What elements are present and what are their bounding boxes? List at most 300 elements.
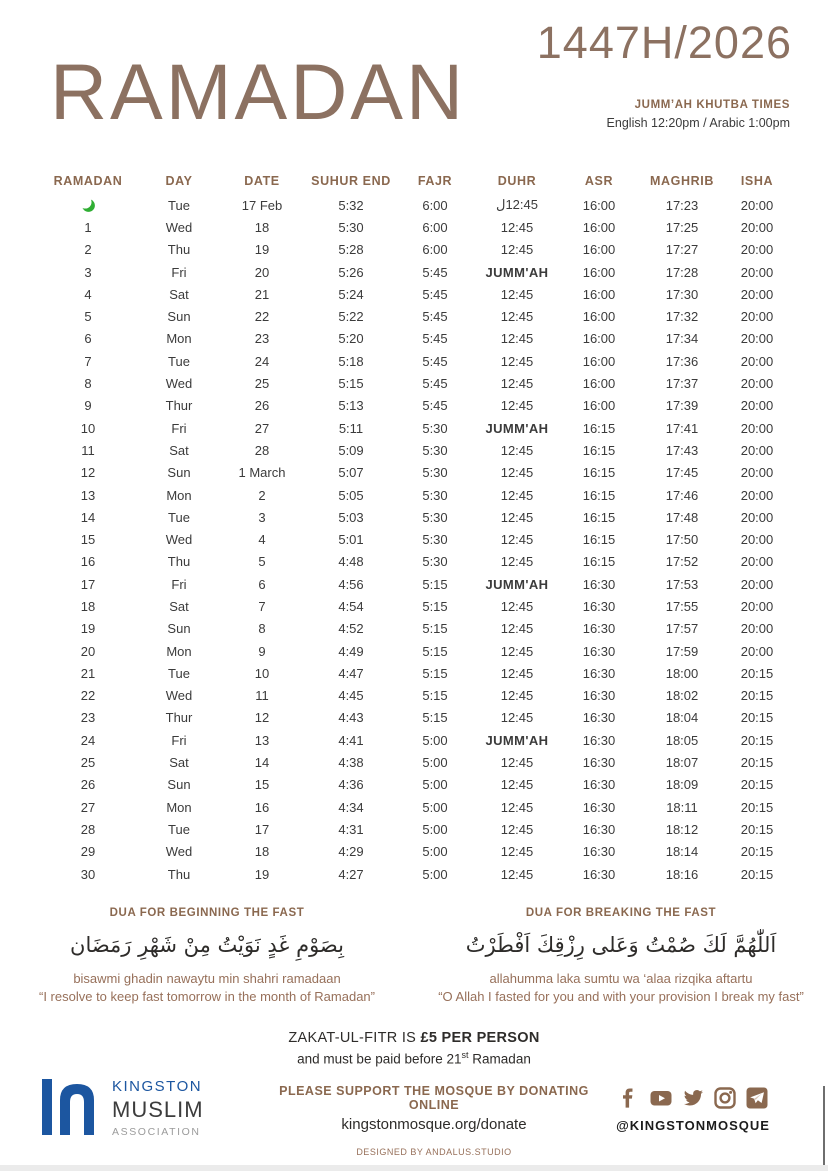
cell-asr: 16:00 — [582, 286, 616, 302]
cell-day: Fri — [171, 732, 187, 748]
cell-date: 5 — [258, 554, 266, 570]
logo-wordmark — [112, 1076, 204, 1138]
cell-day: Thu — [167, 866, 191, 882]
cell-duhr: 12:45 — [500, 777, 534, 793]
cell-maghrib: 18:04 — [665, 710, 699, 726]
cell-maghrib: 18:07 — [665, 755, 699, 771]
dua-beginning-arabic: بِصَوْمِ غَدٍ نَوَيْتُ مِنْ شَهْرِ رَمَضَان — [70, 933, 344, 958]
column-header-maghrib: MAGHRIB — [650, 174, 714, 188]
cell-day: Wed — [165, 532, 193, 548]
cell-day: Mon — [166, 643, 192, 659]
table-row — [36, 729, 788, 751]
cell-duhr: 12:45 — [500, 710, 534, 726]
cell-duhr: 12:45 — [500, 376, 534, 392]
cell-duhr: 12:45 — [500, 598, 534, 614]
cell-maghrib: 17:53 — [665, 576, 699, 592]
page-footer — [0, 1076, 828, 1157]
cell-duhr: 12:45 — [500, 442, 534, 458]
cell-duhr: 12:45 — [500, 219, 534, 235]
table-row — [36, 283, 788, 305]
table-row — [36, 350, 788, 372]
cell-isha: 20:15 — [740, 844, 774, 860]
cell-duhr: JUMM'AH — [485, 576, 549, 592]
cell-asr: 16:30 — [582, 643, 616, 659]
cell-date: 28 — [254, 442, 270, 458]
cell-date: 12 — [254, 710, 270, 726]
cell-fajr: 5:00 — [422, 844, 448, 860]
cell-asr: 16:15 — [582, 420, 616, 436]
cell-date: 18 — [254, 219, 270, 235]
cell-asr: 16:15 — [582, 509, 616, 525]
table-row — [36, 194, 788, 216]
cell-date: 24 — [254, 353, 270, 369]
cell-suhur-end: 5:09 — [338, 442, 364, 458]
cell-duhr: 12:45 — [500, 621, 534, 637]
dua-breaking-arabic: اَللّٰهُمَّ لَكَ صُمْتُ وَعَلى رِزْقِكَ اَفْطَرْتُ — [465, 933, 777, 958]
cell-fajr: 5:15 — [422, 576, 448, 592]
cell-date: 17 Feb — [241, 197, 283, 213]
cell-ramadan: 20 — [80, 643, 96, 659]
cell-ramadan: 23 — [80, 710, 96, 726]
table-row — [36, 528, 788, 550]
column-header-asr: ASR — [584, 174, 614, 188]
cell-fajr: 5:15 — [422, 643, 448, 659]
cell-date: 18 — [254, 844, 270, 860]
cell-asr: 16:00 — [582, 331, 616, 347]
cell-date: 19 — [254, 242, 270, 258]
cell-duhr: 12:45 — [500, 643, 534, 659]
cell-fajr: 5:15 — [422, 665, 448, 681]
cell-fajr: 5:30 — [422, 487, 448, 503]
cell-maghrib: 17:36 — [665, 353, 699, 369]
cell-suhur-end: 4:45 — [338, 688, 364, 704]
cell-suhur-end: 4:54 — [338, 598, 364, 614]
cell-date: 4 — [258, 532, 266, 548]
cell-asr: 16:30 — [582, 755, 616, 771]
page-header — [0, 0, 828, 168]
cell-duhr: 12:45 — [500, 554, 534, 570]
dua-beginning-translation: “I resolve to keep fast tomorrow in the month of Ramadan” — [39, 988, 375, 1004]
cell-suhur-end: 5:18 — [338, 353, 364, 369]
cell-date: 3 — [258, 509, 266, 525]
cell-fajr: 5:15 — [422, 710, 448, 726]
cell-isha: 20:00 — [740, 264, 774, 280]
cell-maghrib: 17:25 — [665, 219, 699, 235]
cell-fajr: 6:00 — [422, 219, 448, 235]
cell-date: 16 — [254, 799, 270, 815]
cell-date: 8 — [258, 621, 266, 637]
cell-ramadan: 1 — [84, 219, 92, 235]
page-title: RAMADAN — [50, 47, 467, 136]
cell-duhr: JUMM'AH — [485, 420, 549, 436]
logo-kingston-text: KINGSTON — [112, 1078, 203, 1095]
cell-fajr: 5:30 — [422, 554, 448, 570]
cell-duhr: 12:45 — [500, 665, 534, 681]
cell-ramadan: 11 — [81, 442, 95, 458]
cell-ramadan: 25 — [80, 755, 96, 771]
cell-suhur-end: 5:26 — [338, 264, 364, 280]
cell-isha: 20:15 — [740, 866, 774, 882]
cell-suhur-end: 4:56 — [338, 576, 364, 592]
table-row — [36, 841, 788, 863]
column-header-suhur-end: SUHUR END — [311, 174, 391, 188]
cell-fajr: 5:30 — [422, 465, 448, 481]
cell-date: 25 — [254, 376, 270, 392]
cell-ramadan: 15 — [80, 532, 96, 548]
cell-asr: 16:30 — [582, 732, 616, 748]
cell-maghrib: 18:11 — [666, 799, 698, 815]
cell-isha: 20:00 — [740, 509, 774, 525]
cell-maghrib: 17:45 — [665, 465, 699, 481]
cell-date: 22 — [254, 309, 270, 325]
jummah-khutba-times: English 12:20pm / Arabic 1:00pm — [606, 116, 790, 130]
cell-day: Thu — [167, 242, 191, 258]
cell-ramadan: 22 — [80, 688, 96, 704]
cell-suhur-end: 4:27 — [338, 866, 364, 882]
table-row — [36, 506, 788, 528]
cell-asr: 16:00 — [582, 264, 616, 280]
cell-isha: 20:00 — [740, 465, 774, 481]
cell-duhr: 12:45 — [500, 755, 534, 771]
cell-maghrib: 17:34 — [665, 331, 699, 347]
crescent-moon-icon — [80, 197, 96, 213]
cell-maghrib: 18:02 — [665, 688, 699, 704]
cell-asr: 16:30 — [582, 844, 616, 860]
cell-day: Tue — [168, 509, 190, 525]
cell-day: Tue — [168, 665, 190, 681]
table-row — [36, 551, 788, 573]
cell-ramadan: 10 — [80, 420, 96, 436]
cell-fajr: 5:00 — [422, 732, 448, 748]
cell-fajr: 5:45 — [422, 376, 448, 392]
cell-duhr: 12:45 — [500, 509, 534, 525]
cell-suhur-end: 4:43 — [338, 710, 364, 726]
cell-isha: 20:00 — [740, 532, 774, 548]
cell-suhur-end: 5:03 — [338, 509, 364, 525]
cell-ramadan: 12 — [80, 465, 96, 481]
dua-breaking-title: DUA FOR BREAKING THE FAST — [525, 907, 717, 920]
cell-ramadan: 27 — [80, 799, 96, 815]
cell-date: 13 — [254, 732, 270, 748]
cell-fajr: 5:00 — [422, 821, 448, 837]
instagram-icon[interactable] — [713, 1086, 737, 1110]
kingston-muslim-association-logo — [40, 1076, 270, 1138]
cell-fajr: 5:15 — [422, 598, 448, 614]
cell-day: Wed — [165, 376, 193, 392]
cell-day: Wed — [165, 844, 193, 860]
cell-date: 10 — [254, 665, 270, 681]
cell-duhr: JUMM'AH — [485, 264, 549, 280]
table-row — [36, 305, 788, 327]
zakat-deadline-line: and must be paid before 21st Ramadan — [297, 1049, 531, 1067]
cell-day: Thur — [165, 398, 193, 414]
cell-isha: 20:00 — [740, 420, 774, 436]
hijri-year: 1447H/2026 — [536, 17, 792, 68]
cell-duhr: 12:45 — [500, 799, 534, 815]
cell-duhr: 12:45 — [500, 844, 534, 860]
cell-maghrib: 17:27 — [665, 242, 699, 258]
cell-fajr: 5:30 — [422, 420, 448, 436]
cell-isha: 20:15 — [740, 821, 774, 837]
cell-duhr: 12:45 — [500, 331, 534, 347]
cell-date: 23 — [254, 331, 270, 347]
cell-isha: 20:00 — [740, 376, 774, 392]
cell-asr: 16:30 — [582, 821, 616, 837]
cell-ramadan: 5 — [84, 309, 92, 325]
cell-asr: 16:30 — [582, 598, 616, 614]
table-row — [36, 751, 788, 773]
cell-day: Thur — [165, 710, 193, 726]
scan-edge-right — [823, 1086, 825, 1171]
table-row — [36, 573, 788, 595]
column-header-isha: ISHA — [740, 174, 774, 188]
cell-date: 17 — [254, 821, 270, 837]
cell-day: Sun — [167, 621, 191, 637]
cell-duhr: 12:45 — [500, 309, 534, 325]
column-header-ramadan: RAMADAN — [53, 174, 123, 188]
cell-isha: 20:00 — [740, 643, 774, 659]
table-row — [36, 372, 788, 394]
cell-ramadan — [36, 194, 140, 216]
cell-day: Wed — [165, 688, 193, 704]
cell-day: Tue — [168, 821, 190, 837]
cell-maghrib: 17:32 — [665, 309, 699, 325]
cell-asr: 16:00 — [582, 353, 616, 369]
cell-date: 21 — [254, 286, 270, 302]
jummah-khutba-label: JUMM’AH KHUTBA TIMES — [634, 99, 790, 111]
cell-asr: 16:00 — [582, 197, 616, 213]
cell-suhur-end: 5:07 — [338, 465, 364, 481]
cell-asr: 16:30 — [582, 866, 616, 882]
cell-asr: 16:15 — [582, 554, 616, 570]
cell-isha: 20:00 — [740, 621, 774, 637]
cell-suhur-end: 5:32 — [338, 197, 364, 213]
dua-beginning-transliteration: bisawmi ghadin nawaytu min shahri ramadaan — [73, 970, 341, 986]
timetable-header — [36, 174, 788, 194]
cell-fajr: 5:00 — [422, 866, 448, 882]
youtube-icon[interactable] — [649, 1086, 673, 1110]
cell-ramadan: 28 — [80, 821, 96, 837]
twitter-icon[interactable] — [681, 1086, 705, 1110]
cell-isha: 20:15 — [740, 732, 774, 748]
mosque-arch-logo-icon — [40, 1076, 102, 1138]
logo-association-text: ASSOCIATION — [112, 1125, 201, 1138]
cell-ramadan: 3 — [84, 264, 92, 280]
column-header-date: DATE — [244, 174, 280, 188]
donation-title: PLEASE SUPPORT THE MOSQUE BY DONATING ONLINE — [279, 1084, 589, 1112]
cell-isha: 20:00 — [740, 331, 774, 347]
column-header-duhr: DUHR — [497, 174, 537, 188]
table-row — [36, 595, 788, 617]
header-row — [36, 174, 788, 194]
column-header-day: DAY — [165, 174, 193, 188]
cell-maghrib: 18:14 — [665, 844, 699, 860]
cell-isha: 20:15 — [740, 799, 774, 815]
cell-duhr: 12:45 — [500, 866, 534, 882]
cell-isha: 20:00 — [740, 487, 774, 503]
cell-isha: 20:00 — [740, 598, 774, 614]
telegram-icon[interactable] — [745, 1086, 769, 1110]
cell-ramadan: 30 — [80, 866, 96, 882]
cell-fajr: 6:00 — [422, 197, 448, 213]
cell-fajr: 5:45 — [422, 264, 448, 280]
cell-maghrib: 18:12 — [665, 821, 699, 837]
cell-date: 9 — [258, 643, 266, 659]
cell-suhur-end: 4:49 — [338, 643, 364, 659]
cell-fajr: 5:45 — [422, 286, 448, 302]
cell-maghrib: 17:55 — [665, 598, 699, 614]
cell-ramadan: 29 — [80, 844, 96, 860]
dua-beginning-title: DUA FOR BEGINNING THE FAST — [109, 907, 305, 920]
cell-suhur-end: 5:22 — [338, 309, 364, 325]
cell-day: Sun — [167, 309, 191, 325]
cell-isha: 20:15 — [740, 665, 774, 681]
cell-ramadan: 17 — [80, 576, 96, 592]
cell-suhur-end: 4:41 — [338, 732, 364, 748]
cell-fajr: 5:15 — [422, 688, 448, 704]
cell-duhr: 12:45 — [500, 465, 534, 481]
cell-isha: 20:00 — [740, 242, 774, 258]
table-row — [36, 239, 788, 261]
cell-day: Fri — [171, 420, 187, 436]
cell-duhr: ل‎12:45 — [496, 197, 538, 213]
donation-url-link[interactable]: kingstonmosque.org/donate — [341, 1116, 527, 1133]
cell-isha: 20:15 — [740, 710, 774, 726]
cell-fajr: 5:30 — [422, 442, 448, 458]
cell-maghrib: 17:43 — [665, 442, 699, 458]
table-row — [36, 863, 788, 885]
cell-suhur-end: 5:01 — [338, 532, 364, 548]
cell-ramadan: 2 — [84, 242, 92, 258]
cell-ramadan: 21 — [80, 665, 96, 681]
table-row — [36, 261, 788, 283]
cell-maghrib: 17:59 — [665, 643, 699, 659]
cell-fajr: 5:00 — [422, 777, 448, 793]
table-row — [36, 462, 788, 484]
cell-asr: 16:30 — [582, 621, 616, 637]
cell-suhur-end: 4:48 — [338, 554, 364, 570]
cell-asr: 16:15 — [582, 442, 616, 458]
column-header-fajr: FAJR — [417, 174, 453, 188]
cell-ramadan: 18 — [80, 598, 96, 614]
cell-date: 1 March — [238, 465, 286, 481]
cell-suhur-end: 4:36 — [338, 777, 364, 793]
cell-ramadan: 8 — [84, 376, 92, 392]
cell-maghrib: 17:46 — [665, 487, 699, 503]
cell-isha: 20:15 — [740, 755, 774, 771]
cell-duhr: 12:45 — [500, 821, 534, 837]
cell-suhur-end: 5:13 — [338, 398, 364, 414]
cell-isha: 20:00 — [740, 442, 774, 458]
table-row — [36, 662, 788, 684]
cell-asr: 16:00 — [582, 219, 616, 235]
cell-suhur-end: 5:30 — [338, 219, 364, 235]
cell-asr: 16:30 — [582, 777, 616, 793]
cell-date: 15 — [254, 777, 270, 793]
facebook-icon[interactable] — [617, 1086, 641, 1110]
dua-beginning-fast — [0, 907, 414, 1003]
jummah-khutba-block — [607, 99, 790, 130]
cell-suhur-end: 5:24 — [338, 286, 364, 302]
cell-suhur-end: 4:29 — [338, 844, 364, 860]
cell-day: Mon — [166, 331, 192, 347]
table-row — [36, 417, 788, 439]
cell-suhur-end: 5:20 — [338, 331, 364, 347]
table-row — [36, 685, 788, 707]
cell-day: Fri — [171, 264, 187, 280]
donation-block — [270, 1076, 598, 1157]
cell-ramadan: 7 — [84, 353, 92, 369]
cell-asr: 16:00 — [582, 242, 616, 258]
table-row — [36, 484, 788, 506]
table-row — [36, 216, 788, 238]
cell-day: Mon — [166, 799, 192, 815]
cell-isha: 20:00 — [740, 576, 774, 592]
dua-breaking-transliteration: allahumma laka sumtu wa ‘alaa rizqika aftartu — [489, 970, 753, 986]
cell-asr: 16:30 — [582, 799, 616, 815]
cell-date: 7 — [258, 598, 266, 614]
cell-day: Thu — [167, 554, 191, 570]
cell-date: 19 — [254, 866, 270, 882]
cell-suhur-end: 4:31 — [338, 821, 364, 837]
table-row — [36, 796, 788, 818]
cell-duhr: 12:45 — [500, 398, 534, 414]
cell-suhur-end: 5:11 — [338, 420, 364, 436]
cell-maghrib: 17:41 — [665, 420, 699, 436]
cell-day: Sat — [169, 755, 189, 771]
cell-maghrib: 17:57 — [665, 621, 699, 637]
cell-maghrib: 17:48 — [665, 509, 699, 525]
cell-ramadan: 4 — [84, 286, 92, 302]
cell-suhur-end: 5:15 — [338, 376, 364, 392]
cell-isha: 20:00 — [740, 353, 774, 369]
cell-maghrib: 17:50 — [665, 532, 699, 548]
cell-fajr: 5:30 — [422, 509, 448, 525]
cell-isha: 20:00 — [740, 286, 774, 302]
cell-ramadan: 9 — [84, 398, 92, 414]
cell-ramadan: 6 — [84, 331, 92, 347]
cell-fajr: 5:30 — [422, 532, 448, 548]
cell-suhur-end: 5:05 — [338, 487, 364, 503]
cell-asr: 16:30 — [582, 688, 616, 704]
cell-maghrib: 18:16 — [665, 866, 699, 882]
cell-day: Tue — [168, 353, 190, 369]
zakat-notice — [0, 1030, 828, 1067]
cell-fajr: 5:00 — [422, 755, 448, 771]
cell-day: Sat — [169, 442, 189, 458]
table-row — [36, 395, 788, 417]
cell-fajr: 6:00 — [422, 242, 448, 258]
dua-breaking-translation: “O Allah I fasted for you and with your provision I break my fast” — [438, 988, 804, 1004]
cell-date: 27 — [254, 420, 270, 436]
cell-date: 6 — [258, 576, 266, 592]
table-row — [36, 774, 788, 796]
cell-suhur-end: 4:38 — [338, 755, 364, 771]
cell-maghrib: 17:39 — [665, 398, 699, 414]
cell-maghrib: 17:52 — [665, 554, 699, 570]
social-icons-row — [598, 1086, 788, 1110]
social-block — [598, 1076, 788, 1133]
cell-isha: 20:00 — [740, 219, 774, 235]
cell-day: Fri — [171, 576, 187, 592]
cell-isha: 20:00 — [740, 398, 774, 414]
cell-maghrib: 18:05 — [665, 732, 699, 748]
zakat-amount: £5 PER PERSON — [420, 1029, 540, 1046]
cell-ramadan: 26 — [80, 777, 96, 793]
cell-fajr: 5:45 — [422, 309, 448, 325]
dua-breaking-fast — [414, 907, 828, 1003]
cell-fajr: 5:45 — [422, 331, 448, 347]
